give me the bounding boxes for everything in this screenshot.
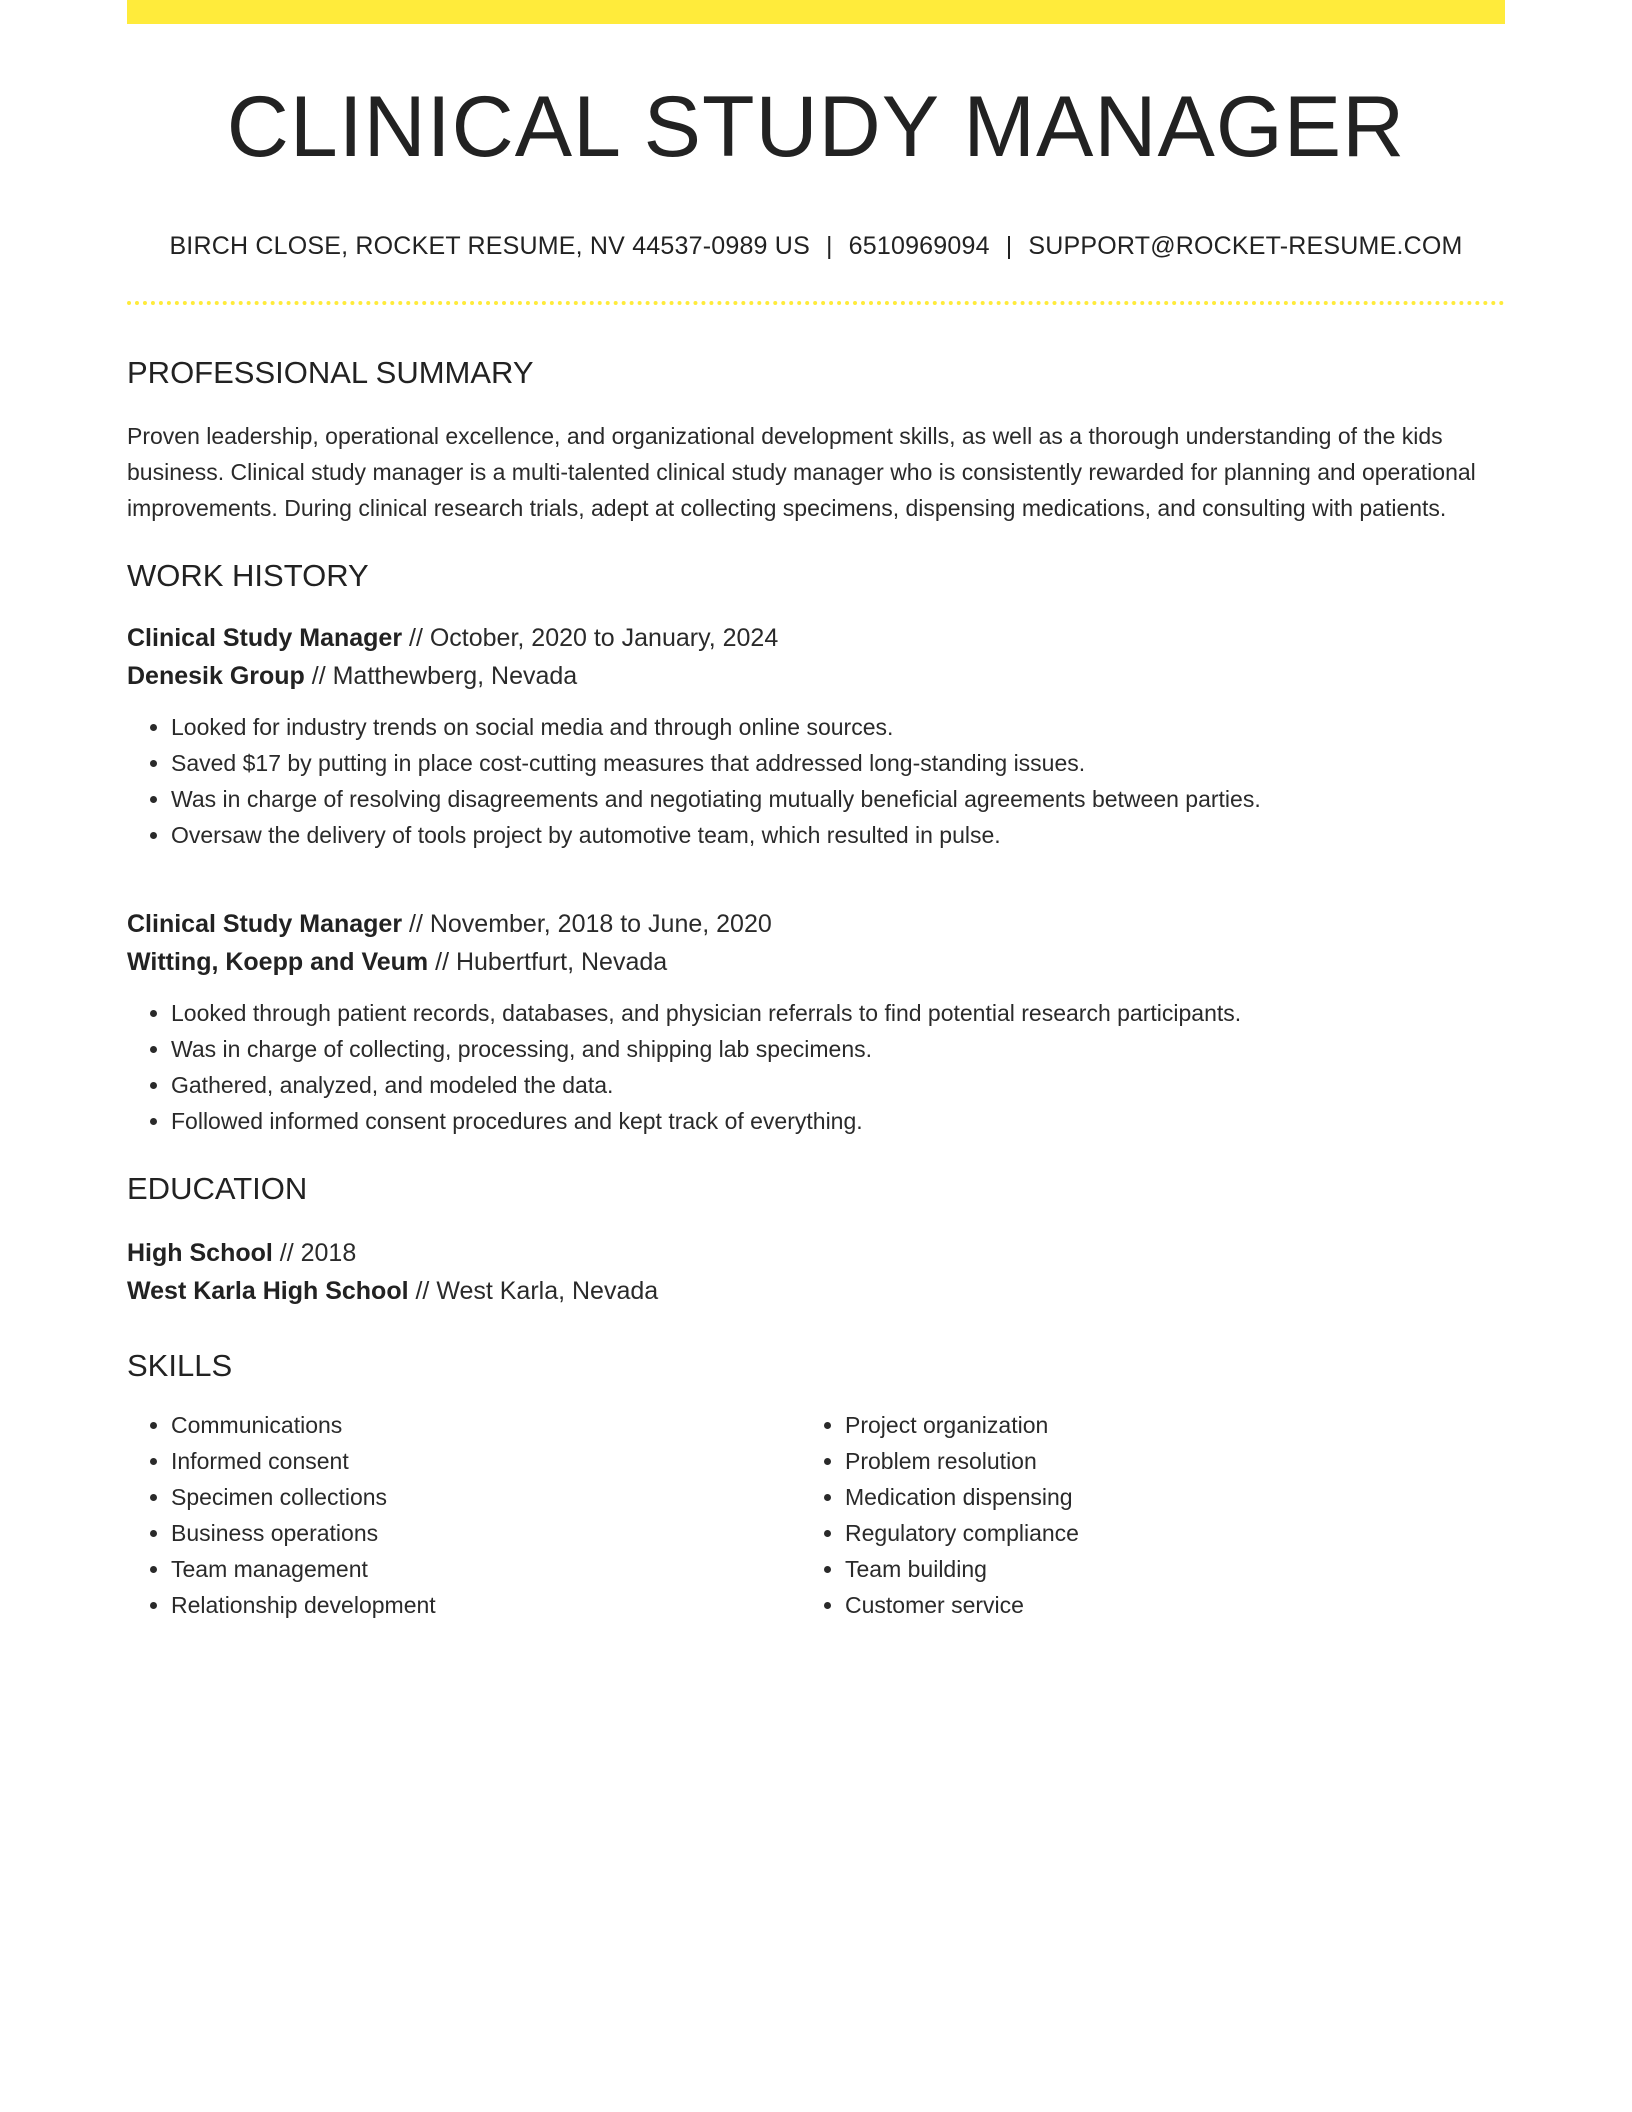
skill-item: • Relationship development [171,1587,801,1623]
skills-column [127,1407,801,1623]
summary-heading: PROFESSIONAL SUMMARY [127,355,534,390]
list-item: • Gathered, analyzed, and modeled the data. [171,1067,1505,1103]
list-item: • Saved $17 by putting in place cost-cutting measures that addressed long-standing issues. [171,745,1505,781]
skills-grid [127,1407,1505,1623]
education-school-line [127,1272,1505,1310]
skill-item: • Informed consent [171,1443,801,1479]
job-role: Clinical Study Manager [127,910,403,938]
job-title-line [127,619,1505,657]
skill-item: • Project organization [845,1407,1445,1443]
education-degree: High School [127,1239,273,1267]
separator: | [825,232,833,260]
contact-line [127,232,1505,261]
job-bullets [127,709,1505,853]
education-year: // 2018 [272,1239,357,1267]
skill-item: • Specimen collections [171,1479,801,1515]
job-company: Denesik Group [127,662,305,690]
job-company-line [127,657,1505,695]
skill-item: • Medication dispensing [845,1479,1445,1515]
list-item: • Oversaw the delivery of tools project by automotive team, which resulted in pulse. [171,817,1505,853]
separator: | [1005,232,1013,260]
skill-item: • Team management [171,1551,801,1587]
job-bullets [127,995,1505,1139]
skill-item: • Regulatory compliance [845,1515,1445,1551]
job-dates: // October, 2020 to January, 2024 [402,624,779,652]
skill-item: • Customer service [845,1587,1445,1623]
job-location: // Matthewberg, Nevada [304,662,578,690]
skill-item: • Communications [171,1407,801,1443]
skills-column [801,1407,1445,1623]
list-item: • Was in charge of collecting, processing, and shipping lab specimens. [171,1031,1505,1067]
address: BIRCH CLOSE, ROCKET RESUME, NV 44537-0989 US [169,232,810,260]
job-location: // Hubertfurt, Nevada [428,948,668,976]
job-company: Witting, Koepp and Veum [127,948,429,976]
skill-item: • Problem resolution [845,1443,1445,1479]
job-title-line [127,905,1505,943]
education-location: // West Karla, Nevada [408,1277,659,1305]
resume-page [127,0,1505,1623]
resume-title: CLINICAL STUDY MANAGER [226,79,1406,175]
job-dates: // November, 2018 to June, 2020 [402,910,772,938]
job-company-line [127,943,1505,981]
list-item: • Followed informed consent procedures and kept track of everything. [171,1103,1505,1139]
accent-bar [127,0,1505,24]
education-degree-line [127,1234,1505,1272]
dotted-divider [127,301,1505,305]
education-school: West Karla High School [127,1277,409,1305]
education-heading: EDUCATION [127,1171,308,1206]
phone: 6510969094 [848,232,990,260]
list-item: • Looked through patient records, databases, and physician referrals to find potential research participants. [171,995,1505,1031]
skill-item: • Business operations [171,1515,801,1551]
list-item: • Looked for industry trends on social media and through online sources. [171,709,1505,745]
job-role: Clinical Study Manager [127,624,403,652]
skills-heading: SKILLS [127,1348,233,1383]
list-item: • Was in charge of resolving disagreements and negotiating mutually beneficial agreements between parties. [171,781,1505,817]
email: SUPPORT@ROCKET-RESUME.COM [1028,232,1463,260]
summary-text: Proven leadership, operational excellence, and organizational development skills, as well as a thorough understanding of the kids business. Clinical study manager is a multi-talented clinical study manager who is consistently rewarded for planning and operational improvements. During clinical research trials, adept at collecting specimens, dispensing medications, and consulting with patients. [127,423,1476,521]
work-history-heading: WORK HISTORY [127,558,369,593]
skill-item: • Team building [845,1551,1445,1587]
